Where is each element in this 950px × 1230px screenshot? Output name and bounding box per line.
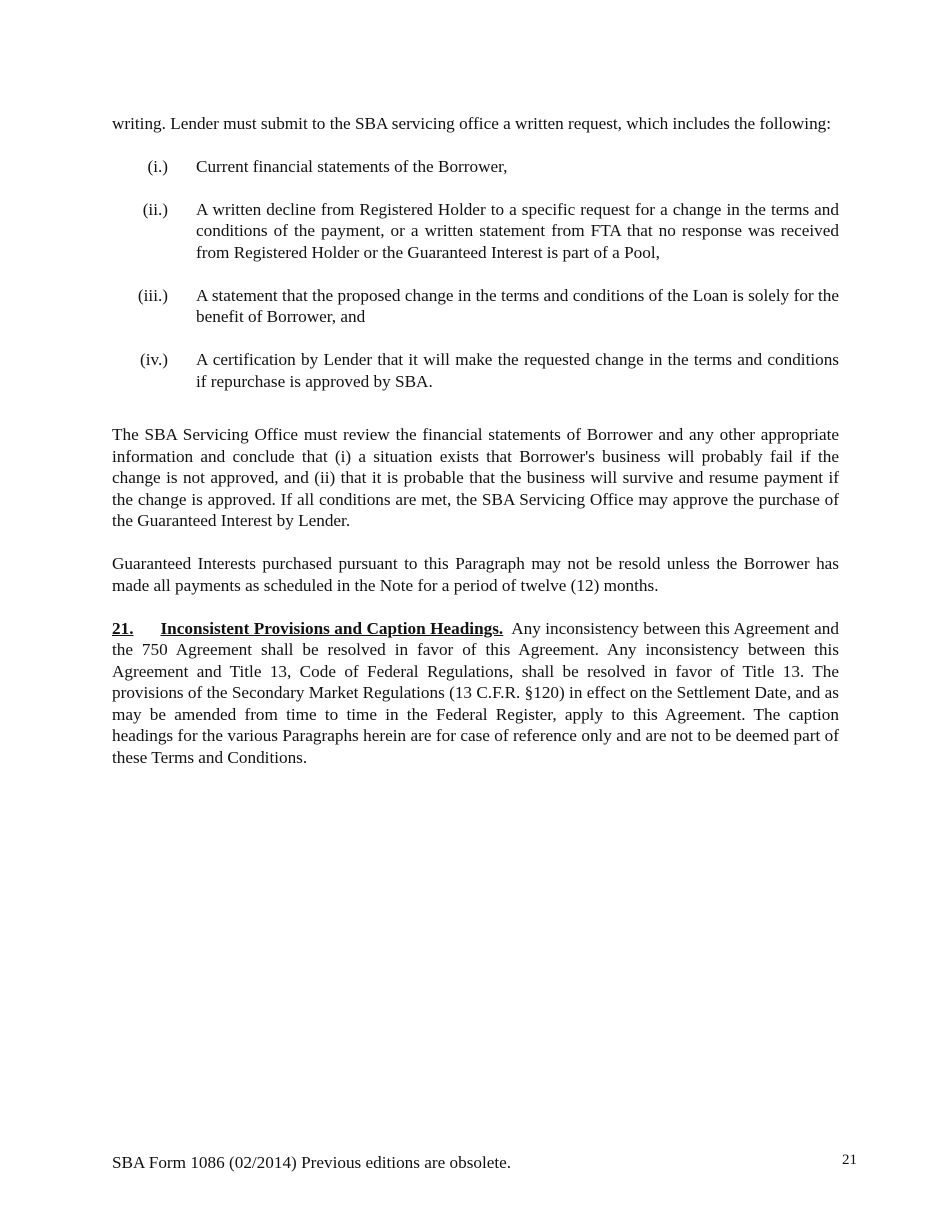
requirements-list [112,156,839,393]
resale-paragraph: Guaranteed Interests purchased pursuant to this Paragraph may not be resold unless the Borrower has made all payments as scheduled in the Note for a period of twelve (12) months. [112,554,839,595]
review-paragraph: The SBA Servicing Office must review the financial statements of Borrower and any other appropriate information and conclude that (i) a situation exists that Borrower's business will probably fail if the change is not approved, and (ii) that it is probable that the business will survive and resume payment if the change is approved. If all conditions are met, the SBA Servicing Office may approve the purchase of the Guaranteed Interest by Lender. [112,425,839,530]
form-identifier: SBA Form 1086 (02/2014) Previous editions are obsolete. [112,1153,512,1172]
list-item-number: (iii.) [137,285,168,305]
list-item-number: (iv.) [140,350,168,369]
list-item-number: (i.) [147,156,168,176]
list-item [112,285,839,328]
list-item-text: A statement that the proposed change in the terms and conditions of the Loan is solely for the benefit of Borrower, and [196,285,839,326]
document-body [112,113,839,768]
list-item-text: Current financial statements of the Borrower, [196,156,508,176]
section-21-body: Any inconsistency between this Agreement and the 750 Agreement shall be resolved in favor of this Agreement. Any inconsistency between this Agreement and Title 13, Code of Federal Regulations, shall be resolved in favor of Title 13. The provisions of the Secondary Market Regulations (13 C.F.R. §120) in effect on the Settlement Date, and as may be amended from time to time in the Federal Register, apply to this Agreement. The caption headings for the various Paragraphs herein are for case of reference only and are not to be deemed part of these Terms and Conditions. [112,618,839,767]
list-item-text: A written decline from Registered Holder to a specific request for a change in the terms and conditions of the payment, or a written statement from FTA that no response was received from Registered Holder or the Guaranteed Interest is part of a Pool, [196,199,839,262]
list-item [112,199,839,264]
list-item [112,349,839,392]
list-item [112,156,839,178]
list-item-number: (ii.) [142,199,168,219]
section-21-title: Inconsistent Provisions and Caption Headings. [160,618,504,638]
section-21-heading [112,619,503,638]
list-item-text: A certification by Lender that it will make the requested change in the terms and conditions if repurchase is approved by SBA. [196,350,839,391]
intro-paragraph: writing. Lender must submit to the SBA servicing office a written request, which includes the following: [112,114,832,133]
section-21-number: 21. [112,618,134,638]
section-21-paragraph [112,618,839,769]
page-number: 21 [842,1152,857,1168]
